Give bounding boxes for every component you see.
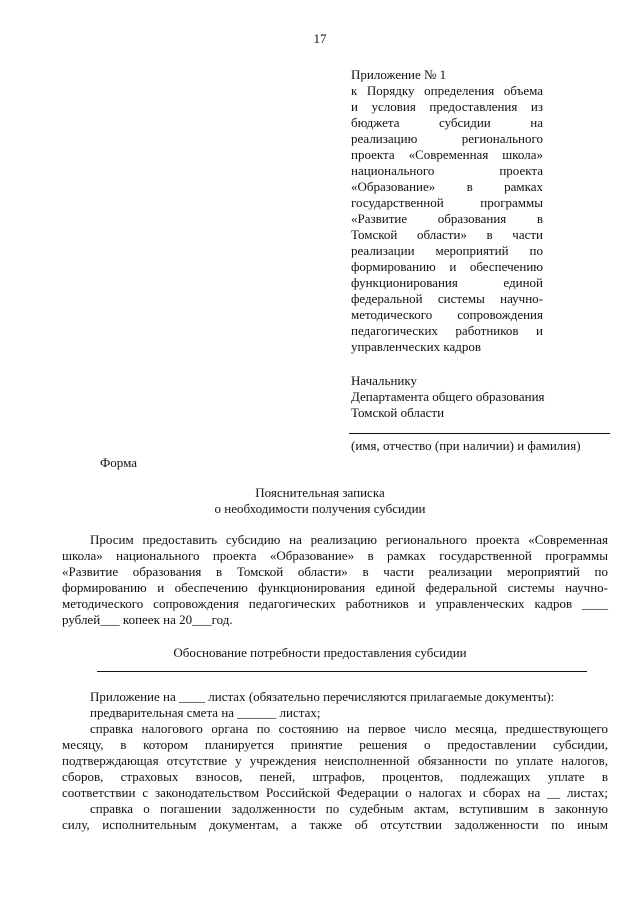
appendix-line: формированию и обеспечению xyxy=(351,259,543,274)
addressee-line: Томской области xyxy=(351,405,445,420)
appendix-line: бюджета субсидии на xyxy=(351,115,543,130)
appendix-line: и условия предоставления из xyxy=(351,99,543,114)
form-label: Форма xyxy=(100,455,137,470)
appendix-line: Томской области» в части xyxy=(351,227,543,242)
request-paragraph xyxy=(62,532,608,628)
document-subtitle: о необходимости получения субсидии xyxy=(214,501,426,516)
appendix-line: реализацию регионального xyxy=(351,131,543,146)
appendix-line: педагогических работников и xyxy=(351,323,543,338)
attachment-item-line: подтверждающая отсутствие у учреждения неисполненной обязанности по уплате налогов, xyxy=(62,753,608,768)
appendix-block xyxy=(351,67,543,355)
addressee-block xyxy=(351,373,545,421)
attachment-item-line: соответствии с законодательством Российской Федерации о налогах и сборах на __ листах; xyxy=(62,785,608,800)
appendix-line: методического сопровождения xyxy=(351,307,543,322)
attachments-section xyxy=(62,689,608,833)
appendix-line: функционирования единой xyxy=(351,275,543,290)
name-caption: (имя, отчество (при наличии) и фамилия) xyxy=(351,438,581,453)
paragraph-line: школа» национального проекта «Образование» в рамках государственной программы xyxy=(62,548,608,563)
attachments-intro: Приложение на ____ листах (обязательно перечисляются прилагаемые документы): xyxy=(90,689,555,704)
page-number: 17 xyxy=(313,31,327,46)
appendix-line: к Порядку определения объема xyxy=(351,83,543,98)
paragraph-line: методического сопровождения педагогических работников и управленческих кадров ____ xyxy=(62,596,608,611)
attachment-item-line: справка налогового органа по состоянию на первое число месяца, предшествующего xyxy=(90,721,608,736)
appendix-line: реализации мероприятий по xyxy=(351,243,543,258)
appendix-line: Приложение № 1 xyxy=(351,67,447,82)
appendix-line: «Образование» в рамках xyxy=(351,179,543,194)
attachment-item-line: справка о погашении задолженности по судебным актам, вступившим в законную xyxy=(90,801,608,816)
appendix-line: национального проекта xyxy=(351,163,543,178)
appendix-line: «Развитие образования в xyxy=(351,211,543,226)
paragraph-line: Просим предоставить субсидию на реализацию регионального проекта «Современная xyxy=(90,532,608,547)
document-title: Пояснительная записка xyxy=(255,485,385,500)
paragraph-line: формированию и обеспечению функционирования единой федеральной системы научно- xyxy=(62,580,608,595)
appendix-line: проекта «Современная школа» xyxy=(351,147,543,162)
appendix-line: управленческих кадров xyxy=(351,339,481,354)
paragraph-line: рублей___ копеек на 20___год. xyxy=(62,612,233,627)
justification-heading: Обоснование потребности предоставления субсидии xyxy=(173,645,467,660)
attachment-item-line: сборов, страховых взносов, пеней, штрафов, процентов, подлежащих уплате в xyxy=(62,769,608,784)
appendix-line: государственной программы xyxy=(351,195,543,210)
addressee-line: Департамента общего образования xyxy=(351,389,545,404)
attachment-item-line: месяцу, в котором планируется принятие решения о предоставлении субсидии, xyxy=(62,737,608,752)
appendix-line: федеральной системы научно- xyxy=(351,291,543,306)
attachment-item-line: силу, исполнительным документам, а также об отсутствии задолженности по иным xyxy=(62,817,608,832)
justification-blank-line xyxy=(97,671,587,672)
paragraph-line: «Развитие образования в Томской области» в части реализации мероприятий по xyxy=(62,564,608,579)
addressee-line: Начальнику xyxy=(351,373,418,388)
attachment-item: предварительная смета на ______ листах; xyxy=(90,705,321,720)
name-signature-line xyxy=(349,433,610,434)
